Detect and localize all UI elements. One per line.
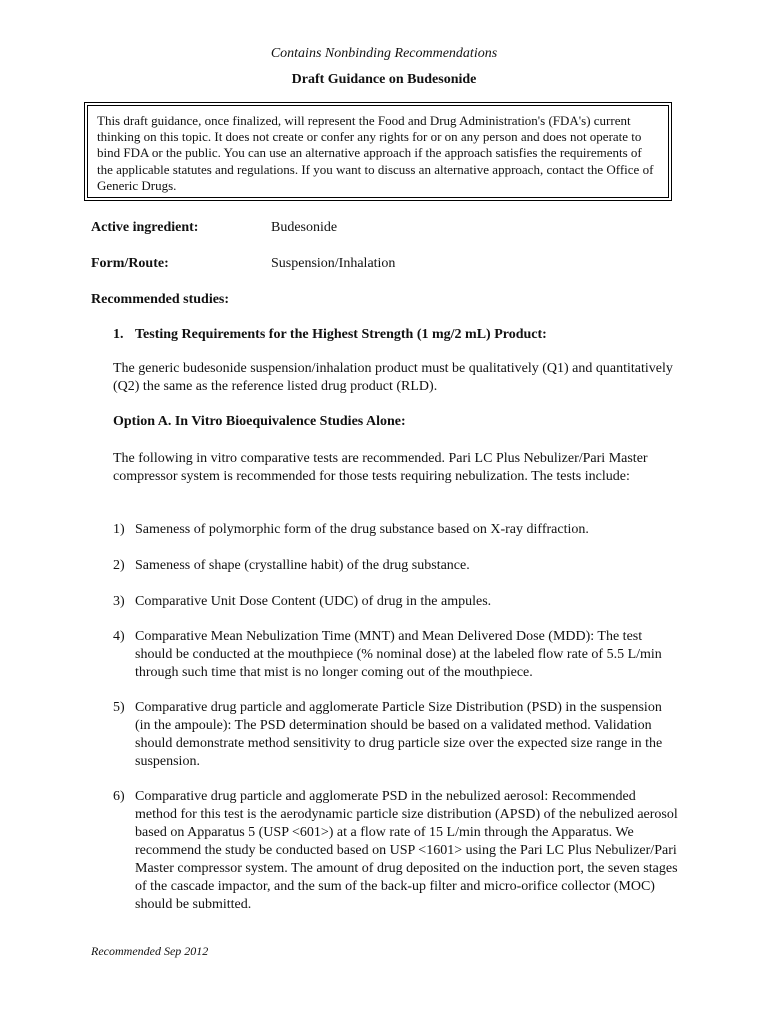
list-item xyxy=(113,788,679,914)
list-item-text: Comparative Unit Dose Content (UDC) of drug in the ampules. xyxy=(135,594,492,609)
list-item-number: 4) xyxy=(113,629,125,644)
footer-recommended-date: Recommended Sep 2012 xyxy=(91,944,209,958)
list-item-number: 3) xyxy=(113,594,125,609)
form-route-row xyxy=(91,256,395,272)
recommended-studies-heading: Recommended studies: xyxy=(91,292,230,307)
option-a-heading: Option A. In Vitro Bioequivalence Studies Alone: xyxy=(113,414,406,429)
list-item-text: Sameness of polymorphic form of the drug substance based on X-ray diffraction. xyxy=(135,522,589,537)
study-1-heading xyxy=(113,327,547,343)
list-item xyxy=(113,521,679,539)
document-title: Draft Guidance on Budesonide xyxy=(291,72,477,87)
list-item-text: Comparative drug particle and agglomerate Particle Size Distribution (PSD) in the suspension (in the ampoule): The PSD determination should be based on a validated method. Validation should demonstrate method sensitivity to drug particle size over the expected size range in the suspension. xyxy=(135,700,663,769)
list-item xyxy=(113,593,679,611)
list-item-text: Sameness of shape (crystalline habit) of the drug substance. xyxy=(135,558,470,573)
list-item xyxy=(113,557,679,575)
form-route-value: Suspension/Inhalation xyxy=(271,256,396,271)
disclaimer-text: This draft guidance, once finalized, will represent the Food and Drug Administration's (FDA's) current thinking on this topic. It does not create or confer any rights for or on any person and does not operate to bind FDA or the public. You can use an alternative approach if the approach satisfies the requirements of the applicable statutes and regulations. If you want to discuss an alternative approach, contact the Office of Generic Drugs. xyxy=(87,105,669,198)
nonbinding-note: Contains Nonbinding Recommendations xyxy=(270,46,498,61)
list-item-number: 6) xyxy=(113,789,125,804)
study-1-number: 1. xyxy=(113,327,124,342)
active-ingredient-value: Budesonide xyxy=(271,220,338,235)
list-item-number: 1) xyxy=(113,522,125,537)
form-route-label: Form/Route: xyxy=(91,256,169,271)
active-ingredient-row xyxy=(91,220,337,236)
list-item xyxy=(113,628,679,682)
active-ingredient-label: Active ingredient: xyxy=(91,220,199,235)
study-1-intro: The generic budesonide suspension/inhalation product must be qualitatively (Q1) and quantitatively (Q2) the same as the reference listed drug product (RLD). xyxy=(113,361,673,394)
option-a-intro: The following in vitro comparative tests are recommended. Pari LC Plus Nebulizer/Pari Master compressor system is recommended for those tests requiring nebulization. The tests include: xyxy=(113,451,648,484)
list-item-number: 2) xyxy=(113,558,125,573)
list-item xyxy=(113,699,679,771)
list-item-text: Comparative Mean Nebulization Time (MNT) and Mean Delivered Dose (MDD): The test should be conducted at the mouthpiece (% nominal dose) at the labeled flow rate of 5.5 L/min through such time that mist is no longer coming out of the mouthpiece. xyxy=(135,629,662,680)
study-1-title: Testing Requirements for the Highest Strength (1 mg/2 mL) Product: xyxy=(135,327,547,342)
list-item-text: Comparative drug particle and agglomerate PSD in the nebulized aerosol: Recommended method for this test is the aerodynamic particle size distribution (APSD) of the nebulized aerosol based on Apparatus 5 (USP <601>) at a flow rate of 15 L/min through the Apparatus. We recommend the study be conducted based on USP <1601> using the Pari LC Plus Nebulizer/Pari Master compressor system. The amount of drug deposited on the induction port, the seven stages of the cascade impactor, and the sum of the back-up filter and micro-orifice collector (MOC) should be submitted. xyxy=(135,789,678,912)
disclaimer-box xyxy=(84,102,672,201)
list-item-number: 5) xyxy=(113,700,125,715)
